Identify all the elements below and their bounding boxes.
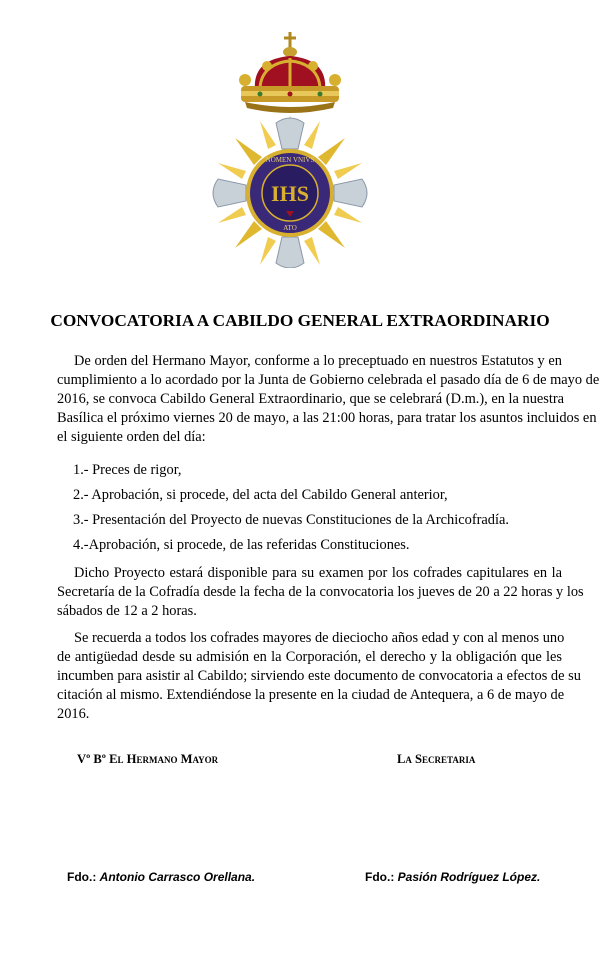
paragraph-line: 2016. [57,706,90,722]
agenda-item: 4.-Aprobación, si procede, de las referidas Constituciones. [73,537,410,553]
secretaria-label: La Secretaria [397,752,476,766]
secretaria-name: Pasión Rodríguez López. [397,870,541,884]
paragraph-line: de antigüedad desde su admisión en la Corporación, el derecho y la obligación que les [57,649,562,665]
document-title: CONVOCATORIA A CABILDO GENERAL EXTRAORDINARIO [50,311,550,330]
paragraph-line: incumben para asistir al Cabildo; sirviendo este documento de convocatoria a efectos de su [57,668,581,684]
paragraph-reminder [57,629,581,724]
fdo-label: Fdo.: [67,870,97,884]
paragraph-line: De orden del Hermano Mayor, conforme a lo preceptuado en nuestros Estatutos y en [74,353,562,369]
paragraph-line: Basílica el próximo viernes 20 de mayo, a las 21:00 horas, para tratar los asuntos incluidos en [57,410,597,426]
paragraph-line: Secretaría de la Cofradía desde la fecha de la convocatoria los jueves de 20 a 22 horas y los [57,584,584,600]
signature-right-role [397,752,475,767]
crown-icon [239,32,341,113]
emblem-bottom-text: ATO [283,224,297,232]
paragraph-line: sábados de 12 a 2 horas. [57,603,197,619]
visto-bueno-label: Vº Bº [77,752,106,766]
paragraph-line: el siguiente orden del día: [57,429,206,445]
brotherhood-emblem [205,28,375,268]
paragraph-line: cumplimiento a lo acordado por la Junta de Gobierno celebrada el pasado día de 6 de mayo de [57,372,600,388]
agenda-item: 1.- Preces de rigor, [73,462,182,478]
paragraph-line: citación al mismo. Extendiéndose la presente en la ciudad de Antequera, a 6 de mayo de [57,687,565,703]
hermano-mayor-label: El Hermano Mayor [109,752,219,766]
agenda-list [73,458,509,558]
fdo-label: Fdo.: [365,870,395,884]
agenda-item: 2.- Aprobación, si procede, del acta del Cabildo General anterior, [73,487,448,503]
hermano-mayor-name: Antonio Carrasco Orellana. [99,870,256,884]
paragraph-line: 2016, se convoca Cabildo General Extraordinario, que se celebrará (D.m.), en la nuestra [57,391,565,407]
agenda-item: 3.- Presentación del Proyecto de nuevas Constituciones de la Archicofradía. [73,512,509,528]
sunburst [212,115,368,268]
signature-left-role [77,752,218,767]
paragraph-availability [57,564,584,621]
paragraph-line: Se recuerda a todos los cofrades mayores de dieciocho años edad y con al menos uno [74,630,565,646]
signature-right-name [365,870,540,884]
emblem-top-text: NOMEN VNIVS [265,156,315,164]
emblem-monogram: IHS [271,181,309,206]
paragraph-line: Dicho Proyecto estará disponible para su examen por los cofrades capitulares en la [74,565,562,581]
paragraph-convocation [57,352,600,447]
signature-left-name [67,870,255,884]
